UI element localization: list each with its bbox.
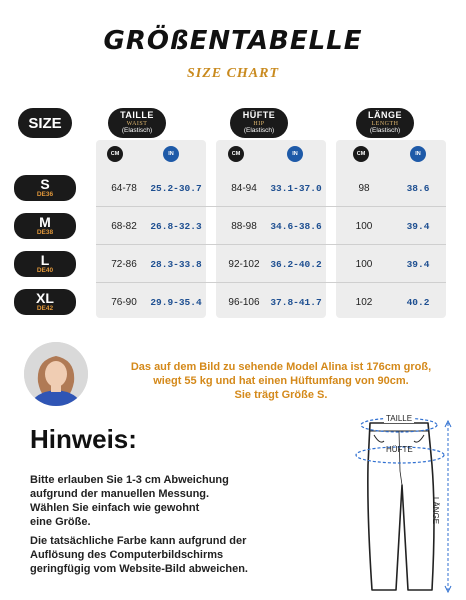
- row-separator: [96, 244, 446, 245]
- diagram-length-label: LÄNGE: [431, 497, 440, 525]
- length-header-pill: [356, 108, 414, 138]
- table-cell: 38.6: [406, 183, 430, 194]
- table-cell: 100: [355, 259, 373, 270]
- table-cell: 76-90: [111, 297, 137, 308]
- notes-line: eine Größe.: [30, 516, 91, 528]
- page-title: GRÖßENTABELLE: [103, 26, 363, 56]
- size-de-label: DE42: [36, 305, 54, 313]
- waist-header-de: TAILLE: [120, 110, 154, 121]
- table-cell: 29.9-35.4: [150, 297, 202, 308]
- size-label: L: [40, 252, 50, 269]
- diagram-hip-label: HÜFTE: [386, 445, 413, 454]
- notes-line: Bitte erlauben Sie 1-3 cm Abweichung: [30, 474, 229, 486]
- model-info: [100, 360, 462, 402]
- notes-line: aufgrund der manuellen Messung.: [30, 488, 210, 500]
- length-in-badge: IN: [410, 146, 426, 162]
- table-cell: 92-102: [228, 259, 260, 270]
- pants-outline-icon: [340, 405, 466, 600]
- length-header-note: (Elastisch): [369, 127, 401, 135]
- notes-paragraph-color: [30, 534, 280, 576]
- notes-line: geringfügig vom Website-Bild abweichen.: [30, 563, 248, 575]
- table-cell: 102: [355, 297, 373, 308]
- table-cell: 25.2-30.7: [150, 183, 202, 194]
- table-cell: 34.6-38.6: [270, 221, 322, 232]
- table-cell: 88-98: [231, 221, 257, 232]
- size-pill-l: [14, 251, 76, 277]
- table-cell: 98: [358, 183, 370, 194]
- size-header-pill: [18, 108, 72, 138]
- table-cell: 40.2: [406, 297, 430, 308]
- size-header-label: SIZE: [28, 114, 62, 132]
- waist-cm-badge: CM: [107, 146, 123, 162]
- table-cell: 37.8-41.7: [270, 297, 322, 308]
- table-cell: 26.8-32.3: [150, 221, 202, 232]
- size-de-label: DE36: [36, 191, 54, 199]
- notes-line: Die tatsächliche Farbe kann aufgrund der: [30, 535, 247, 547]
- hip-in-badge: IN: [287, 146, 303, 162]
- table-cell: 100: [355, 221, 373, 232]
- hip-header-note: (Elastisch): [243, 127, 275, 135]
- size-label: S: [40, 176, 50, 193]
- hip-header-pill: [230, 108, 288, 138]
- size-pill-xl: [14, 289, 76, 315]
- table-cell: 39.4: [406, 221, 430, 232]
- hip-header-en: HIP: [253, 121, 265, 128]
- notes-heading: Hinweis:: [30, 424, 137, 454]
- model-avatar: [24, 342, 88, 406]
- model-portrait-icon: [24, 342, 88, 406]
- table-cell: 84-94: [231, 183, 257, 194]
- notes-line: Wählen Sie einfach wie gewohnt: [30, 502, 200, 514]
- hip-cm-badge: CM: [228, 146, 244, 162]
- size-pill-s: [14, 175, 76, 201]
- waist-in-badge: IN: [163, 146, 179, 162]
- table-cell: 28.3-33.8: [150, 259, 202, 270]
- table-cell: 72-86: [111, 259, 137, 270]
- model-info-line: wiegt 55 kg und hat einen Hüftumfang von 90cm.: [153, 375, 409, 387]
- length-header-en: LENGTH: [371, 121, 399, 128]
- length-cm-badge: CM: [353, 146, 369, 162]
- size-de-label: DE40: [36, 267, 54, 275]
- hip-header-de: HÜFTE: [242, 110, 276, 121]
- waist-header-note: (Elastisch): [121, 127, 153, 135]
- waist-header-pill: [108, 108, 166, 138]
- table-cell: 39.4: [406, 259, 430, 270]
- table-cell: 33.1-37.0: [270, 183, 322, 194]
- diagram-waist-label: TAILLE: [386, 414, 413, 423]
- table-cell: 64-78: [111, 183, 137, 194]
- model-info-line: Sie trägt Größe S.: [234, 389, 328, 401]
- size-label: M: [39, 214, 51, 231]
- size-de-label: DE38: [36, 229, 54, 237]
- size-label: XL: [36, 290, 54, 307]
- waist-header-en: WAIST: [126, 121, 148, 128]
- size-pill-m: [14, 213, 76, 239]
- notes-paragraph-measurement: [30, 473, 280, 529]
- notes-line: Auflösung des Computerbildschirms: [30, 549, 224, 561]
- table-cell: 68-82: [111, 221, 137, 232]
- model-info-line: Das auf dem Bild zu sehende Model Alina ist 176cm groß,: [130, 361, 432, 373]
- page-subtitle: SIZE CHART: [186, 66, 280, 81]
- row-separator: [96, 206, 446, 207]
- table-cell: 96-106: [228, 297, 260, 308]
- row-separator: [96, 282, 446, 283]
- length-header-de: LÄNGE: [368, 110, 402, 121]
- table-cell: 36.2-40.2: [270, 259, 322, 270]
- pants-measurement-diagram: [340, 405, 466, 600]
